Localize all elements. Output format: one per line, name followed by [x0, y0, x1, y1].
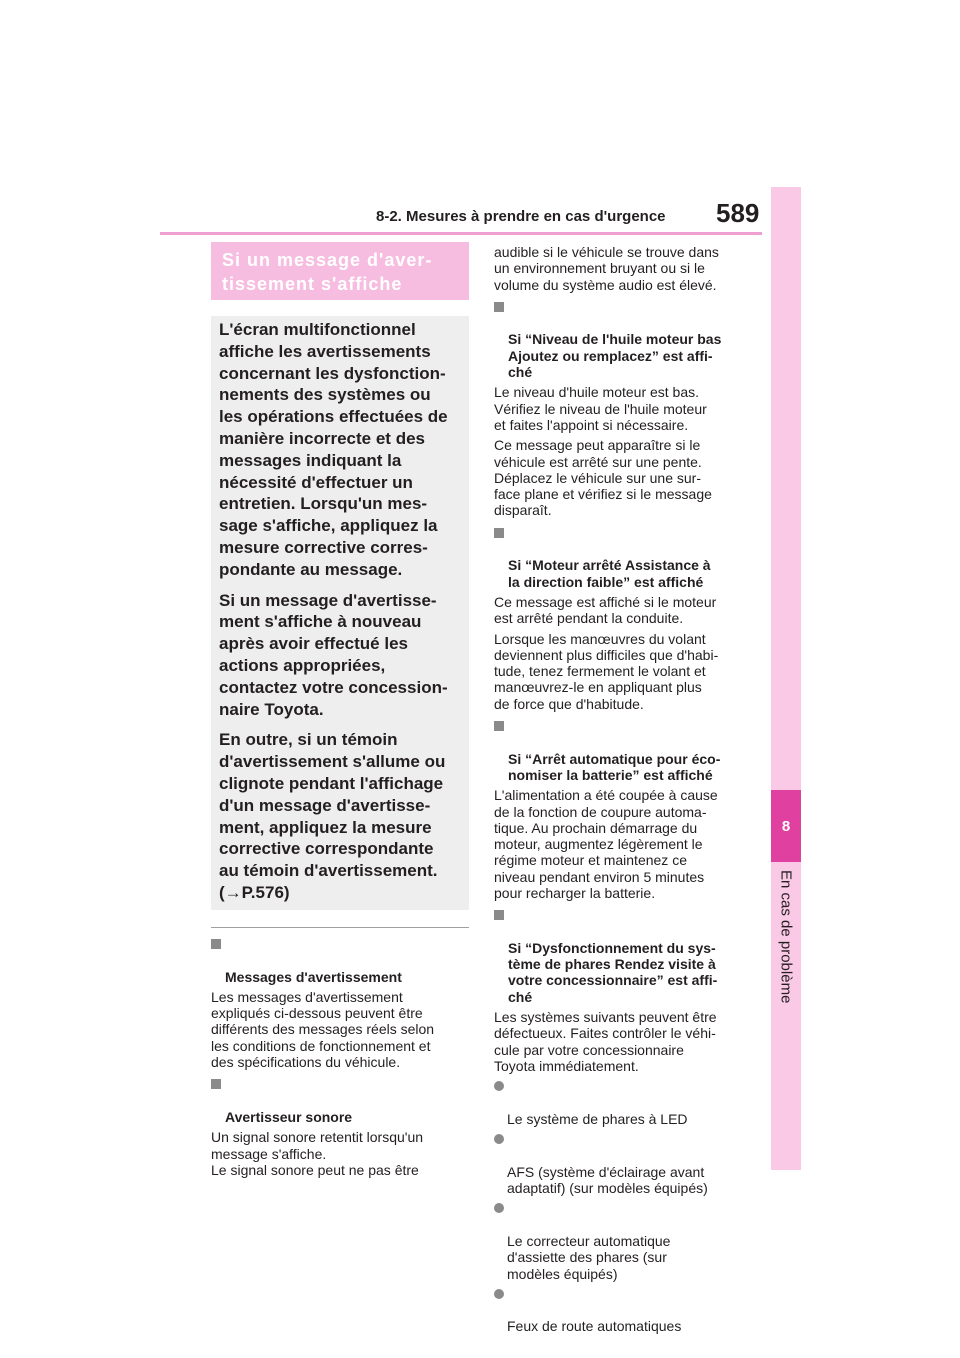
section-heading	[494, 525, 756, 590]
square-bullet-icon	[211, 1079, 221, 1089]
list-item	[494, 1078, 756, 1127]
list-item-text: AFS (système d'éclairage avant adaptatif) (sur modèles équipés)	[507, 1163, 708, 1197]
body-paragraph: Ce message est affiché si le moteur est arrêté pendant la conduite.	[494, 593, 717, 627]
round-bullet-icon	[494, 1203, 504, 1213]
list-item-text: Feux de route automatiques	[507, 1318, 682, 1335]
intro-paragraph: En outre, si un témoin d'avertissement s'allume ou clignote pendant l'affichage d'un message d'avertisse- ment, appliquez la mesure corrective correspondante au témoin d'avertissement. (→P.576)	[219, 730, 446, 902]
intro-paragraph: L'écran multifonctionnel affiche les avertissements concernant les dysfonction- nements des systèmes ou les opérations effectuées de manière incorrecte et des messages indiquant la nécessité d'effectuer un entretien. Lorsqu'un mes- sage s'affiche, appliquez la mesure corrective corres- pondante au message.	[219, 320, 448, 579]
square-bullet-icon	[494, 302, 504, 312]
list-item	[494, 1200, 756, 1281]
section-divider	[211, 927, 469, 928]
body-paragraph: Un signal sonore retentit lorsqu'un message s'affiche. Le signal sonore peut ne pas être	[211, 1129, 424, 1178]
chapter-number: 8	[771, 790, 801, 862]
section-heading	[494, 907, 756, 1005]
chapter-label: En cas de problème	[777, 870, 795, 1004]
warning-title: Si un message d'aver- tissement s'affiche	[222, 250, 433, 294]
list-item	[494, 1131, 756, 1196]
left-column	[211, 930, 469, 1182]
intro-paragraph: Si un message d'avertisse- ment s'affiche à nouveau après avoir effectué les actions appropriées, contactez votre concession- naire Toyota.	[219, 590, 448, 719]
body-paragraph: Les messages d'avertissement expliqués ci-dessous peuvent être différents des messages réels selon les conditions de fonctionnement et des spécifications du véhicule.	[211, 988, 435, 1071]
section-heading	[494, 718, 756, 783]
page-number: 589	[716, 198, 760, 228]
body-paragraph: Ce message peut apparaître si le véhicule est arrêté sur une pente. Déplacez le véhicule sur une sur- face plane et vérifiez si le message disparaît.	[494, 437, 712, 519]
section-heading	[211, 1076, 469, 1125]
section-heading	[211, 936, 469, 985]
section-heading-text: Si “Arrêt automatique pour éco- nomiser la batterie” est affiché	[508, 750, 721, 783]
body-paragraph: Lorsque les manœuvres du volant deviennent plus difficiles que d'habi- tude, tenez fermement le volant et manœuvrez-le en appliquant plus de force que d'habitude.	[494, 630, 719, 712]
section-heading	[494, 299, 756, 380]
warning-title-box	[211, 242, 469, 300]
square-bullet-icon	[494, 721, 504, 731]
intro-box	[211, 316, 469, 910]
round-bullet-icon	[494, 1081, 504, 1091]
header-divider	[160, 232, 762, 235]
square-bullet-icon	[494, 910, 504, 920]
body-paragraph: Les systèmes suivants peuvent être défectueux. Faites contrôler le véhi- cule par votre concessionnaire Toyota immédiatement.	[494, 1009, 717, 1074]
section-title: 8-2. Mesures à prendre en cas d'urgence	[376, 208, 666, 225]
section-heading-text: Avertisseur sonore	[225, 1108, 353, 1125]
body-paragraph: Le niveau d'huile moteur est bas. Vérifiez le niveau de l'huile moteur et faites l'appoint si nécessaire.	[494, 384, 707, 433]
body-paragraph: L'alimentation a été coupée à cause de la fonction de coupure automa- tique. Au prochain démarrage du moteur, augmentez légèrement le régime moteur et maintenez ce niveau pendant environ 5 minutes pour recharger la batterie.	[494, 787, 718, 901]
section-heading-text: Si “Moteur arrêté Assistance à la direction faible” est affiché	[508, 557, 711, 590]
section-heading-text: Si “Niveau de l'huile moteur bas Ajoutez ou remplacez” est affi- ché	[508, 331, 722, 381]
list-item	[494, 1286, 756, 1335]
right-column	[494, 244, 756, 1339]
list-item-text: Le correcteur automatique d'assiette des phares (sur modèles équipés)	[507, 1232, 671, 1282]
body-paragraph: audible si le véhicule se trouve dans un environnement bruyant ou si le volume du système audio est élevé.	[494, 244, 719, 293]
list-item-text: Le système de phares à LED	[507, 1110, 688, 1127]
square-bullet-icon	[211, 939, 221, 949]
section-heading-text: Messages d'avertissement	[225, 968, 402, 985]
square-bullet-icon	[494, 528, 504, 538]
section-heading-text: Si “Dysfonctionnement du sys- tème de phares Rendez visite à votre concessionnaire” est affi- ché	[508, 939, 718, 1005]
round-bullet-icon	[494, 1134, 504, 1144]
round-bullet-icon	[494, 1289, 504, 1299]
